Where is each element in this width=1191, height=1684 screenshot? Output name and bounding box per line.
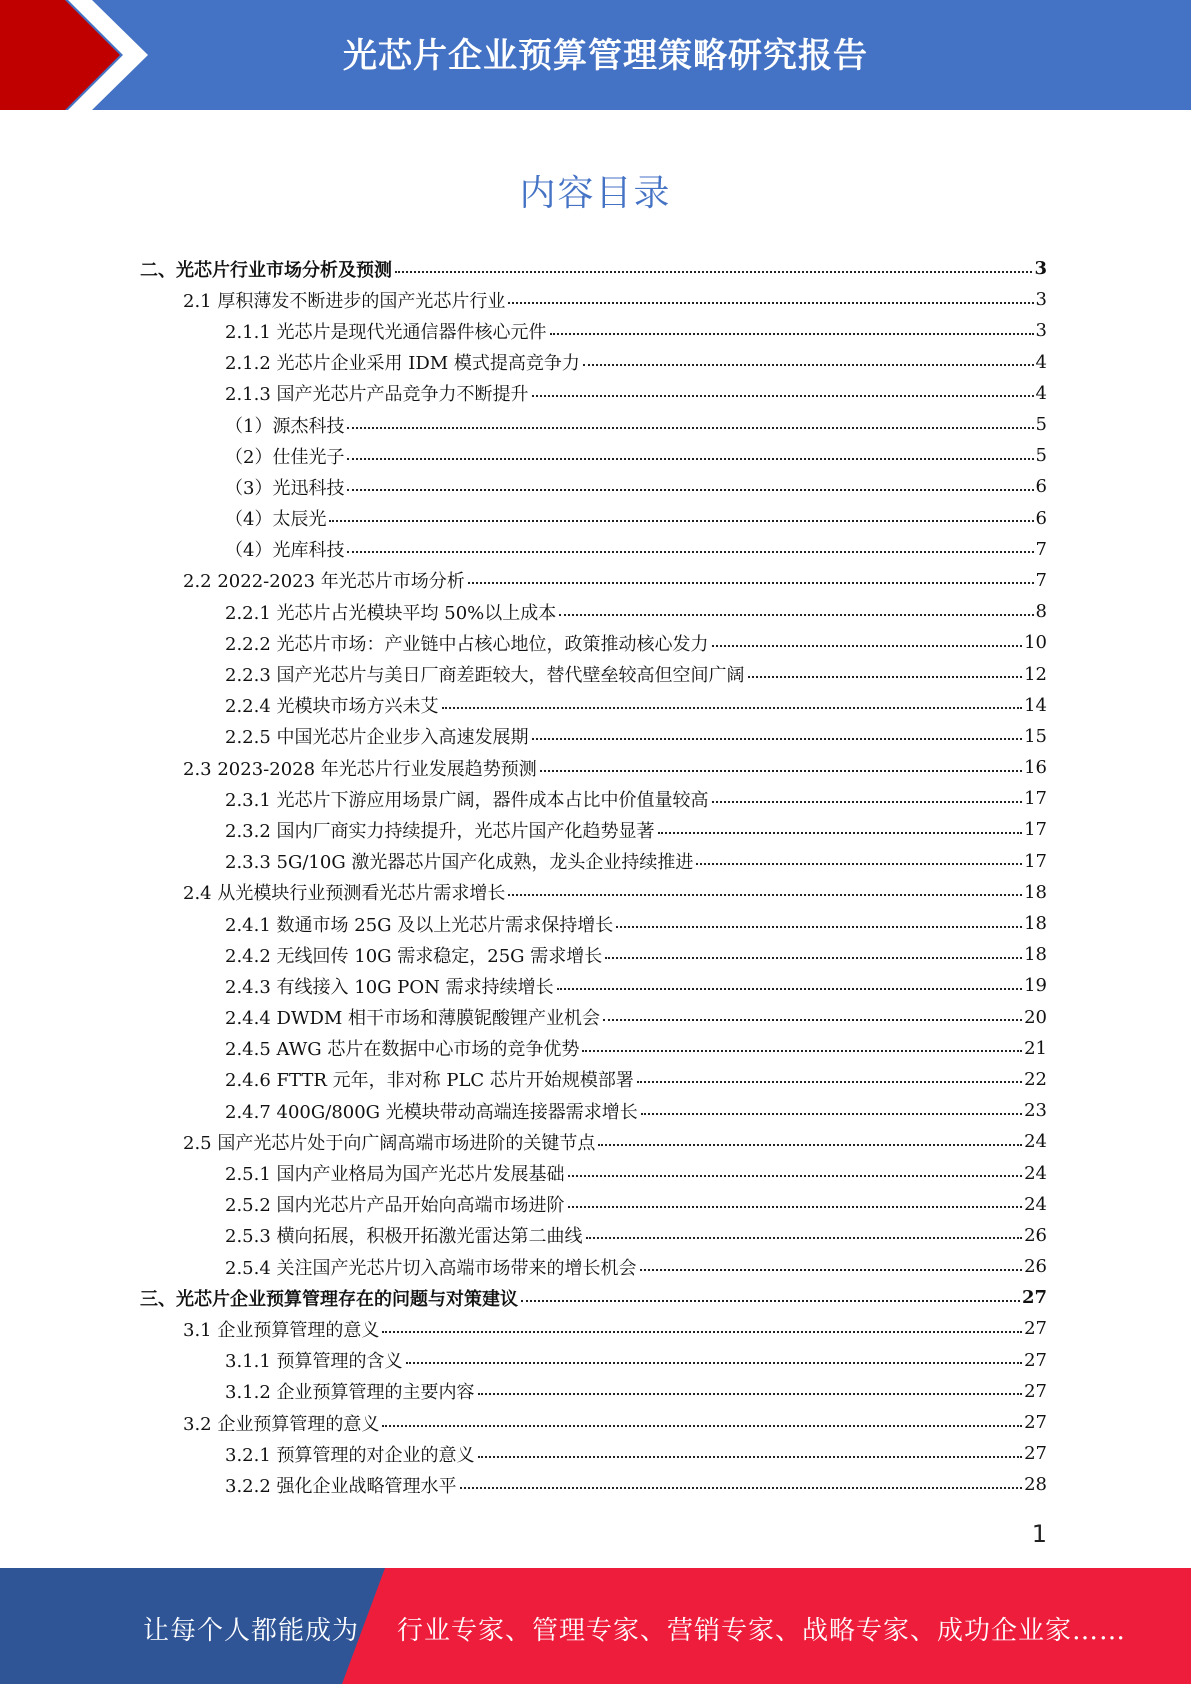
toc-entry-title: （4）光库科技	[225, 540, 345, 562]
toc-entry[interactable]	[0, 534, 1191, 565]
toc-entry[interactable]	[0, 1157, 1191, 1188]
toc-entry-title: 2.4.7 400G/800G 光模块带动高端连接器需求增长	[225, 1101, 638, 1123]
toc-leader-dots	[442, 707, 1023, 709]
toc-entry[interactable]	[0, 690, 1191, 721]
toc-entry-page: 27	[1024, 1318, 1047, 1340]
toc-entry-title: 2.2.2 光芯片市场：产业链中占核心地位，政策推动核心发力	[225, 633, 709, 655]
toc-entry-title: 3.1.2 企业预算管理的主要内容	[225, 1382, 475, 1404]
toc-entry-title: 3.2.1 预算管理的对企业的意义	[225, 1444, 475, 1466]
toc-entry[interactable]	[0, 1002, 1191, 1033]
toc-entry[interactable]	[0, 409, 1191, 440]
toc-entry-page: 21	[1024, 1037, 1047, 1059]
toc-entry-page: 7	[1035, 569, 1047, 591]
toc-entry-page: 28	[1024, 1474, 1047, 1496]
page-number: 1	[1031, 1520, 1047, 1548]
toc-leader-dots	[603, 1019, 1022, 1021]
toc-entry-page: 5	[1035, 445, 1047, 467]
toc-entry-page: 16	[1024, 757, 1047, 779]
toc-entry-title: 2.5.1 国内产业格局为国产光芯片发展基础	[225, 1164, 565, 1186]
toc-entry[interactable]	[0, 347, 1191, 378]
toc-entry-page: 19	[1024, 975, 1047, 997]
toc-entry-page: 18	[1024, 881, 1047, 903]
toc-entry-page: 27	[1024, 1349, 1047, 1371]
toc-leader-dots	[460, 1487, 1023, 1489]
toc-entry-title: （4）太辰光	[225, 509, 327, 531]
toc-entry-page: 24	[1024, 1162, 1047, 1184]
toc-entry[interactable]	[0, 1033, 1191, 1064]
toc-leader-dots	[582, 1050, 1022, 1052]
toc-leader-dots	[586, 1237, 1023, 1239]
toc-entry-page: 27	[1024, 1443, 1047, 1465]
toc-entry[interactable]	[0, 1095, 1191, 1126]
toc-entry[interactable]	[0, 1220, 1191, 1251]
toc-entry-title: 2.5.2 国内光芯片产品开始向高端市场进阶	[225, 1195, 565, 1217]
toc-entry[interactable]	[0, 1313, 1191, 1344]
toc-entry-page: 3	[1035, 289, 1047, 311]
toc-entry-page: 18	[1024, 944, 1047, 966]
toc-entry[interactable]	[0, 1345, 1191, 1376]
toc-entry[interactable]	[0, 1438, 1191, 1469]
toc-leader-dots	[347, 489, 1033, 491]
toc-entry-page: 12	[1024, 663, 1047, 685]
toc-entry-title: 二、光芯片行业市场分析及预测	[140, 259, 392, 281]
toc-leader-dots	[637, 1081, 1022, 1083]
toc-entry-page: 27	[1021, 1287, 1047, 1309]
toc-entry-page: 6	[1035, 507, 1047, 529]
toc-entry-title: 3.2 企业预算管理的意义	[183, 1413, 380, 1435]
toc-leader-dots	[658, 832, 1023, 834]
toc-entry-title: 2.2 2022-2023 年光芯片市场分析	[183, 571, 465, 593]
toc-entry[interactable]	[0, 752, 1191, 783]
toc-entry-title: 2.3.3 5G/10G 激光器芯片国产化成熟，龙头企业持续推进	[225, 852, 694, 874]
toc-leader-dots	[559, 614, 1033, 616]
toc-leader-dots	[748, 676, 1023, 678]
toc-entry-page: 17	[1024, 819, 1047, 841]
toc-entry-page: 10	[1024, 632, 1047, 654]
toc-entry[interactable]	[0, 503, 1191, 534]
toc-entry[interactable]	[0, 253, 1191, 284]
toc-leader-dots	[583, 364, 1034, 366]
toc-entry-title: 三、光芯片企业预算管理存在的问题与对策建议	[140, 1288, 518, 1310]
toc-entry-page: 26	[1024, 1224, 1047, 1246]
toc-entry-page: 27	[1024, 1412, 1047, 1434]
toc-leader-dots	[406, 1362, 1023, 1364]
toc-entry-title: 2.4 从光模块行业预测看光芯片需求增长	[183, 883, 506, 905]
toc-entry[interactable]	[0, 1189, 1191, 1220]
toc-entry-page: 24	[1024, 1131, 1047, 1153]
report-title: 光芯片企业预算管理策略研究报告	[343, 36, 868, 76]
toc-entry[interactable]	[0, 627, 1191, 658]
toc-leader-dots	[712, 801, 1023, 803]
toc-entry-page: 5	[1035, 414, 1047, 436]
toc-leader-dots	[616, 926, 1022, 928]
toc-entry[interactable]	[0, 908, 1191, 939]
toc-entry[interactable]	[0, 1376, 1191, 1407]
toc-entry[interactable]	[0, 721, 1191, 752]
toc-entry[interactable]	[0, 1469, 1191, 1500]
toc-leader-dots	[508, 894, 1022, 896]
toc-entry-page: 17	[1024, 850, 1047, 872]
toc-leader-dots	[540, 770, 1022, 772]
toc-entry-title: 3.1 企业预算管理的意义	[183, 1319, 380, 1341]
toc-entry-title: 3.2.2 强化企业战略管理水平	[225, 1475, 457, 1497]
toc-leader-dots	[550, 333, 1034, 335]
toc-entry[interactable]	[0, 939, 1191, 970]
toc-entry-title: （2）仕佳光子	[225, 446, 345, 468]
toc-leader-dots	[568, 1206, 1023, 1208]
toc-entry-title: 2.4.6 FTTR 元年，非对称 PLC 芯片开始规模部署	[225, 1070, 634, 1092]
footer-slogan-left: 让每个人都能成为	[143, 1616, 360, 1646]
toc-entry-title: 2.5.4 关注国产光芯片切入高端市场带来的增长机会	[225, 1257, 637, 1279]
toc-leader-dots	[329, 520, 1033, 522]
toc-entry-page: 3	[1035, 320, 1047, 342]
toc-entry-title: 2.5 国产光芯片处于向广阔高端市场进阶的关键节点	[183, 1132, 596, 1154]
table-of-contents	[0, 253, 1191, 1501]
toc-entry-title: 2.5.3 横向拓展，积极开拓激光雷达第二曲线	[225, 1226, 583, 1248]
toc-entry[interactable]	[0, 471, 1191, 502]
toc-entry-title: （3）光迅科技	[225, 477, 345, 499]
toc-entry-page: 15	[1024, 725, 1047, 747]
toc-entry-title: 2.2.3 国产光芯片与美日厂商差距较大，替代壁垒较高但空间广阔	[225, 665, 745, 687]
toc-entry[interactable]	[0, 783, 1191, 814]
report-footer-banner	[0, 1568, 1191, 1684]
toc-leader-dots	[641, 1113, 1022, 1115]
toc-leader-dots	[347, 458, 1033, 460]
toc-leader-dots	[395, 271, 1032, 273]
toc-entry-title: 2.4.2 无线回传 10G 需求稳定，25G 需求增长	[225, 945, 603, 967]
toc-entry[interactable]	[0, 1126, 1191, 1157]
toc-leader-dots	[696, 863, 1022, 865]
toc-entry-title: 2.2.1 光芯片占光模块平均 50%以上成本	[225, 602, 557, 624]
footer-slogan-right: 行业专家、管理专家、营销专家、战略专家、成功企业家……	[397, 1616, 1127, 1646]
toc-leader-dots	[382, 1331, 1022, 1333]
toc-entry-title: 2.3.1 光芯片下游应用场景广阔，器件成本占比中价值量较高	[225, 789, 709, 811]
toc-leader-dots	[532, 395, 1034, 397]
toc-entry[interactable]	[0, 877, 1191, 908]
toc-entry-title: （1）源杰科技	[225, 415, 345, 437]
toc-entry-title: 3.1.1 预算管理的含义	[225, 1351, 403, 1373]
toc-entry-page: 27	[1024, 1380, 1047, 1402]
toc-entry[interactable]	[0, 1282, 1191, 1313]
toc-leader-dots	[712, 645, 1023, 647]
toc-leader-dots	[640, 1269, 1023, 1271]
toc-entry-page: 6	[1035, 476, 1047, 498]
toc-entry[interactable]	[0, 658, 1191, 689]
toc-entry-page: 20	[1024, 1006, 1047, 1028]
toc-entry-page: 4	[1035, 351, 1047, 373]
toc-leader-dots	[557, 988, 1023, 990]
toc-entry[interactable]	[0, 440, 1191, 471]
toc-entry-title: 2.2.4 光模块市场方兴未艾	[225, 696, 439, 718]
toc-entry-page: 14	[1024, 694, 1047, 716]
toc-entry-title: 2.4.4 DWDM 相干市场和薄膜铌酸锂产业机会	[225, 1008, 601, 1030]
toc-entry[interactable]	[0, 814, 1191, 845]
toc-entry-page: 26	[1024, 1256, 1047, 1278]
toc-entry-title: 2.2.5 中国光芯片企业步入高速发展期	[225, 727, 529, 749]
toc-leader-dots	[382, 1425, 1022, 1427]
toc-leader-dots	[347, 427, 1033, 429]
toc-entry[interactable]	[0, 565, 1191, 596]
toc-entry-page: 22	[1024, 1068, 1047, 1090]
toc-entry[interactable]	[0, 284, 1191, 315]
toc-entry-page: 18	[1024, 913, 1047, 935]
toc-entry-title: 2.1.3 国产光芯片产品竞争力不断提升	[225, 384, 529, 406]
toc-entry-page: 24	[1024, 1193, 1047, 1215]
toc-entry-title: 2.4.5 AWG 芯片在数据中心市场的竞争优势	[225, 1039, 580, 1061]
toc-leader-dots	[478, 1393, 1023, 1395]
toc-leader-dots	[468, 582, 1034, 584]
toc-entry-page: 17	[1024, 788, 1047, 810]
toc-leader-dots	[532, 738, 1023, 740]
toc-entry[interactable]	[0, 1251, 1191, 1282]
toc-entry[interactable]	[0, 1064, 1191, 1095]
toc-entry-title: 2.1.2 光芯片企业采用 IDM 模式提高竞争力	[225, 353, 580, 375]
toc-entry-page: 3	[1034, 258, 1047, 280]
toc-entry-page: 23	[1024, 1100, 1047, 1122]
toc-leader-dots	[347, 551, 1033, 553]
toc-entry[interactable]	[0, 596, 1191, 627]
toc-entry-title: 2.3 2023-2028 年光芯片行业发展趋势预测	[183, 758, 537, 780]
toc-entry-page: 8	[1035, 601, 1047, 623]
toc-entry-title: 2.4.3 有线接入 10G PON 需求持续增长	[225, 976, 554, 998]
toc-entry-page: 7	[1035, 538, 1047, 560]
toc-entry[interactable]	[0, 315, 1191, 346]
toc-entry[interactable]	[0, 970, 1191, 1001]
toc-entry-title: 2.3.2 国内厂商实力持续提升，光芯片国产化趋势显著	[225, 820, 655, 842]
toc-entry-title: 2.1 厚积薄发不断进步的国产光芯片行业	[183, 290, 506, 312]
toc-entry[interactable]	[0, 1407, 1191, 1438]
toc-entry-title: 2.1.1 光芯片是现代光通信器件核心元件	[225, 321, 547, 343]
toc-entry[interactable]	[0, 846, 1191, 877]
toc-leader-dots	[521, 1300, 1020, 1302]
report-header-banner	[0, 0, 1191, 110]
toc-leader-dots	[508, 302, 1033, 304]
toc-leader-dots	[568, 1175, 1023, 1177]
toc-entry-title: 2.4.1 数通市场 25G 及以上光芯片需求保持增长	[225, 914, 614, 936]
toc-leader-dots	[598, 1144, 1022, 1146]
toc-leader-dots	[478, 1456, 1023, 1458]
toc-heading: 内容目录	[519, 173, 672, 214]
toc-entry-page: 4	[1035, 382, 1047, 404]
toc-leader-dots	[605, 957, 1022, 959]
toc-entry[interactable]	[0, 378, 1191, 409]
